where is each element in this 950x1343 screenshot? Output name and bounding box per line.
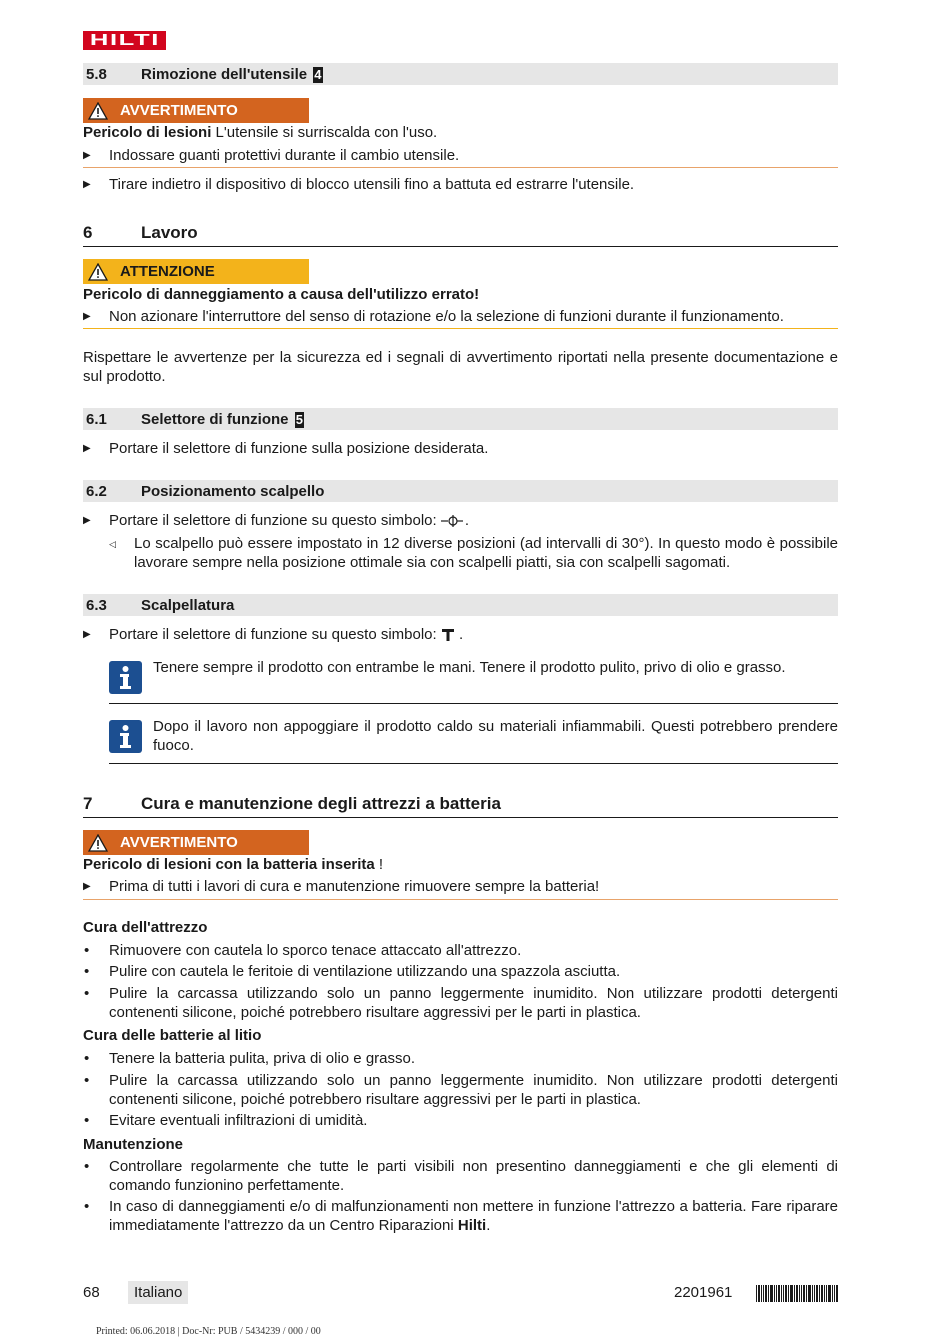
info-icon [109,720,142,753]
divider [83,899,838,900]
warning-triangle-icon [88,102,108,120]
info-icon [109,661,142,694]
divider [109,703,838,704]
warning-label: AVVERTIMENTO [120,102,238,119]
warning-box [83,98,309,123]
section-6-2-heading: 6.2 Posizionamento scalpello [83,480,838,502]
section-6-heading: 6 Lavoro [83,222,838,247]
warning-box [83,830,309,855]
section-number: 5.8 [86,65,107,83]
section-6-3-heading: 6.3 Scalpellatura [83,594,838,616]
caution-label: ATTENZIONE [120,263,215,280]
figure-ref: 5 [295,411,303,427]
care-tool-heading: Cura dell'attrezzo [83,919,208,936]
chiseling-symbol-icon [441,628,455,642]
figure-ref: 4 [314,66,322,82]
document-number: 2201961 [674,1284,733,1301]
warning-danger-text: Pericolo di lesioni con la batteria inserita ! [83,856,384,873]
info-note: Tenere sempre il prodotto con entrambe le mani. Tenere il prodotto pulito, privo di olio e grasso. [153,659,786,676]
language-tag: Italiano [128,1281,188,1304]
caution-danger-text: Pericolo di danneggiamento a causa dell'utilizzo errato! [83,286,480,303]
barcode-icon [756,1285,838,1302]
warning-label: AVVERTIMENTO [120,834,238,851]
section-title: Rimozione dell'utensile 4 [141,65,322,83]
divider [83,167,838,168]
warning-triangle-icon [88,263,108,281]
chisel-position-symbol-icon [441,515,465,527]
warning-danger-text: Pericolo di lesioni L'utensile si surriscalda con l'uso. [83,124,438,141]
hilti-logo: HILTI [83,31,166,50]
caution-box [83,259,309,284]
page-number: 68 [83,1284,100,1301]
divider [109,763,838,764]
divider [83,328,838,329]
print-info: Printed: 06.06.2018 | Doc-Nr: PUB / 5434239 / 000 / 00 [96,1326,321,1337]
warning-triangle-icon [88,834,108,852]
section-7-heading: 7 Cura e manutenzione degli attrezzi a batteria [83,793,838,818]
section-5-8-heading [83,63,838,85]
care-battery-heading: Cura delle batterie al litio [83,1027,262,1044]
info-note: Dopo il lavoro non appoggiare il prodotto caldo su materiali infiammabili. Questi potrebbero prendere fuoco. [153,718,838,754]
section-6-1-heading: 6.1 Selettore di funzione 5 [83,408,838,430]
maintenance-heading: Manutenzione [83,1136,183,1153]
